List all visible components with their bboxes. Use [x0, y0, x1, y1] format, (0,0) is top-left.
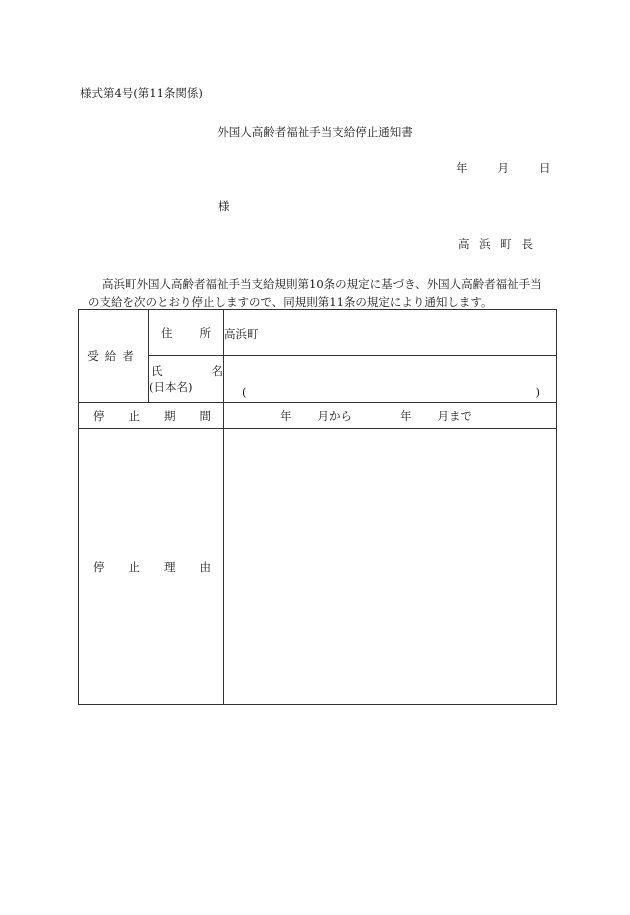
addressee-suffix: 様 — [218, 199, 230, 213]
issuer-name: 高 浜 町 長 — [458, 237, 533, 251]
address-label — [149, 310, 224, 356]
period-label-char-1: 停 — [93, 408, 105, 423]
address-field[interactable] — [224, 310, 557, 356]
reason-label-char-4: 由 — [199, 559, 211, 574]
name-paren-open: ( — [242, 385, 247, 399]
name-label-char-1: 氏 — [151, 364, 163, 378]
reason-label-char-1: 停 — [93, 559, 105, 574]
body-line-1: 高浜町外国人高齢者福祉手当支給規則第10条の規定に基づき、外国人高齢者福祉手当 — [102, 277, 542, 291]
name-label-char-2: 名 — [211, 364, 223, 378]
form-number: 様式第4号(第11条関係) — [80, 86, 203, 100]
reason-label — [79, 429, 224, 705]
reason-label-char-2: 止 — [128, 559, 140, 574]
period-from: 月から — [317, 408, 352, 423]
period-field[interactable] — [224, 403, 557, 429]
recipient-label: 受給者 — [79, 310, 149, 403]
name-label-sub: (日本名) — [149, 380, 193, 394]
period-year-2: 年 — [400, 408, 412, 423]
form-table — [78, 309, 557, 705]
body-paragraph — [88, 275, 558, 311]
date-day: 日 — [539, 161, 551, 175]
period-year-1: 年 — [280, 408, 292, 423]
reason-field[interactable] — [224, 429, 557, 705]
period-label — [79, 403, 224, 429]
period-label-char-4: 間 — [199, 408, 211, 423]
document-title: 外国人高齢者福祉手当支給停止通知書 — [217, 125, 413, 139]
period-until: 月まで — [437, 408, 472, 423]
date-year: 年 — [456, 161, 468, 175]
name-paren-close: ) — [535, 385, 540, 399]
address-label-char-1: 住 — [161, 325, 173, 340]
period-label-char-3: 期 — [164, 408, 176, 423]
date-line — [456, 160, 551, 176]
body-line-2: の支給を次のとおり停止しますので、同規則第11条の規定により通知します。 — [88, 295, 493, 309]
name-label — [149, 356, 224, 403]
reason-label-char-3: 理 — [164, 559, 176, 574]
address-label-char-2: 所 — [199, 325, 211, 340]
name-field[interactable] — [224, 356, 557, 403]
period-label-char-2: 止 — [128, 408, 140, 423]
address-value: 高浜町 — [224, 327, 259, 341]
date-month: 月 — [497, 161, 509, 175]
